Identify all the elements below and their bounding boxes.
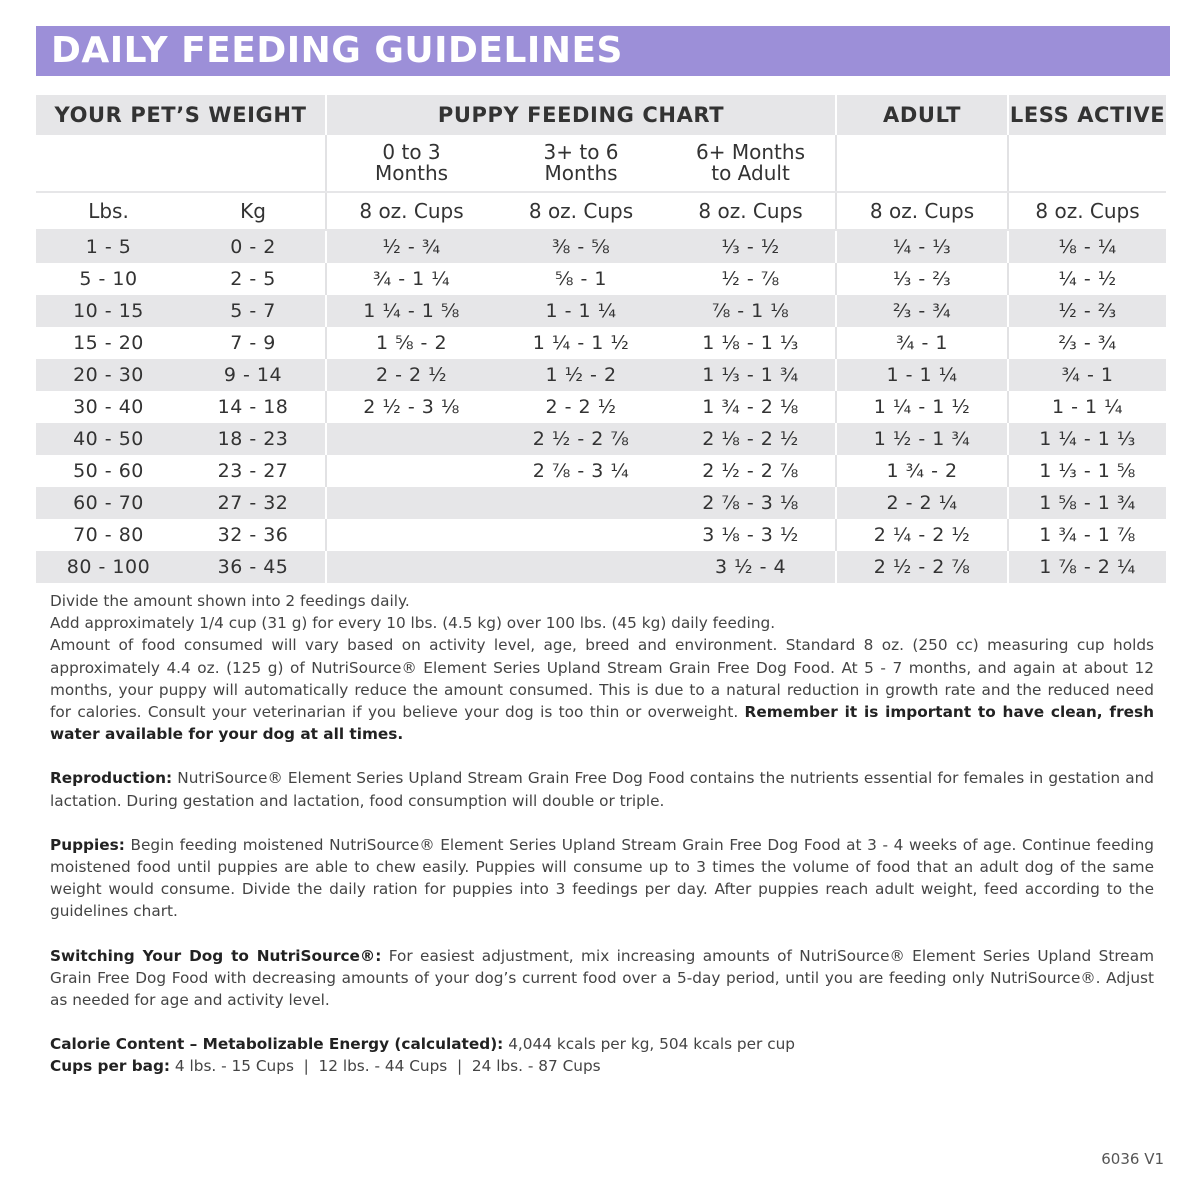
table-cell: 2 ½ - 2 ⅞ bbox=[702, 460, 799, 482]
age-group-row bbox=[36, 135, 1166, 192]
table-cell: 23 - 27 bbox=[217, 460, 289, 482]
table-row bbox=[36, 455, 1166, 487]
cups-label: 8 oz. Cups bbox=[836, 192, 1008, 230]
table-cell: 2 - 2 ½ bbox=[545, 396, 617, 418]
product-code: 6036 V1 bbox=[1101, 1150, 1164, 1168]
less-active-header: LESS ACTIVE bbox=[1008, 95, 1166, 135]
table-cell: 15 - 20 bbox=[73, 332, 144, 354]
table-cell: 36 - 45 bbox=[181, 551, 326, 583]
table-cell: 2 - 5 bbox=[230, 268, 276, 290]
table-cell: 1 ¼ - 1 ⅓ bbox=[1008, 423, 1166, 455]
table-cell: ¾ - 1 bbox=[836, 327, 1008, 359]
table-cell: 3 ½ - 4 bbox=[666, 551, 836, 583]
table-cell bbox=[326, 423, 496, 455]
age-group-6-adult: 6+ Months to Adult bbox=[666, 135, 836, 192]
table-row bbox=[36, 359, 1166, 391]
switching-text: For easiest adjustment, mix increasing amounts of NutriSource® Element Series Upland Stream Grain Free Dog Food with decreasing amounts of your dog’s current food over a 5-day period, until you are feeding only NutriSource®. Adjust as needed for age and activity level. bbox=[50, 946, 1154, 1010]
note-line: Divide the amount shown into 2 feedings daily. bbox=[50, 592, 410, 610]
table-cell: ½ - ⅞ bbox=[721, 268, 780, 290]
calorie-text: 4,044 kcals per kg, 504 kcals per cup bbox=[508, 1035, 796, 1054]
table-cell: 3 ⅛ - 3 ½ bbox=[702, 524, 799, 546]
table-cell: 0 - 2 bbox=[181, 230, 326, 263]
table-cell: 1 ¾ - 1 ⅞ bbox=[1008, 519, 1166, 551]
cups-per-bag-line bbox=[50, 1055, 1154, 1077]
table-cell: 2 - 2 ½ bbox=[326, 359, 496, 391]
table-cell: 5 - 10 bbox=[79, 268, 138, 290]
table-cell: ⅞ - 1 ⅛ bbox=[666, 295, 836, 327]
table-cell: ½ - ¾ bbox=[326, 230, 496, 263]
switching-paragraph bbox=[50, 945, 1154, 1012]
feeding-notes bbox=[50, 590, 1154, 1078]
table-cell: 40 - 50 bbox=[36, 423, 181, 455]
table-cell: 2 ⅞ - 3 ⅛ bbox=[666, 487, 836, 519]
weight-header: YOUR PET’S WEIGHT bbox=[36, 95, 326, 135]
table-row bbox=[36, 327, 1166, 359]
feeding-table bbox=[36, 95, 1166, 583]
table-cell: 1 ⅝ - 2 bbox=[326, 327, 496, 359]
table-cell: 1 ¾ - 2 bbox=[836, 455, 1008, 487]
reproduction-text: NutriSource® Element Series Upland Stream Grain Free Dog Food contains the nutrients essential for females in gestation and lactation. During gestation and lactation, food consumption will double or triple. bbox=[50, 769, 1154, 810]
table-cell: 1 ¾ - 2 ⅛ bbox=[702, 396, 799, 418]
table-cell: 2 ½ - 2 ⅞ bbox=[836, 551, 1008, 583]
table-cell: 7 - 9 bbox=[230, 332, 276, 354]
kg-label: Kg bbox=[181, 192, 326, 230]
cups-label: 8 oz. Cups bbox=[1008, 192, 1166, 230]
table-row bbox=[36, 551, 1166, 583]
table-cell: 50 - 60 bbox=[73, 460, 144, 482]
table-cell: ⅔ - ¾ bbox=[1008, 327, 1166, 359]
table-cell: 1 - 1 ¼ bbox=[1008, 391, 1166, 423]
table-cell: 2 ⅞ - 3 ¼ bbox=[532, 460, 630, 482]
table-cell: 80 - 100 bbox=[36, 551, 181, 583]
table-cell: 1 ⅓ - 1 ⅝ bbox=[1008, 455, 1166, 487]
table-cell: 2 ⅛ - 2 ½ bbox=[666, 423, 836, 455]
puppies-label: Puppies: bbox=[50, 835, 125, 854]
water-reminder: Remember it is important to have clean, fresh water available for your dog at all times. bbox=[50, 703, 1154, 744]
table-cell: ⅝ - 1 bbox=[555, 268, 607, 290]
table-row bbox=[36, 295, 1166, 327]
adult-header: ADULT bbox=[836, 95, 1008, 135]
cups-label: 8 oz. Cups bbox=[666, 192, 836, 230]
table-cell: 1 ½ - 1 ¾ bbox=[836, 423, 1008, 455]
reproduction-paragraph bbox=[50, 767, 1154, 811]
table-row bbox=[36, 487, 1166, 519]
table-cell: 32 - 36 bbox=[217, 524, 289, 546]
table-cell: 1 ⅓ - 1 ¾ bbox=[666, 359, 836, 391]
reproduction-label: Reproduction: bbox=[50, 769, 173, 788]
table-cell: 70 - 80 bbox=[73, 524, 144, 546]
table-cell: 1 ⅛ - 1 ⅓ bbox=[702, 332, 799, 354]
table-header-row bbox=[36, 95, 1166, 135]
cups-per-bag-label: Cups per bag: bbox=[50, 1057, 171, 1076]
lbs-label: Lbs. bbox=[36, 192, 181, 230]
table-cell bbox=[326, 487, 496, 519]
cups-label: 8 oz. Cups bbox=[326, 192, 496, 230]
table-cell: ⅓ - ⅔ bbox=[836, 263, 1008, 295]
table-cell: 1 ⅝ - 1 ¾ bbox=[1008, 487, 1166, 519]
switching-label: Switching Your Dog to NutriSource®: bbox=[50, 946, 382, 965]
table-cell: 18 - 23 bbox=[181, 423, 326, 455]
table-cell: ⅛ - ¼ bbox=[1008, 230, 1166, 263]
table-cell bbox=[326, 455, 496, 487]
table-cell: 20 - 30 bbox=[36, 359, 181, 391]
calorie-label: Calorie Content – Metabolizable Energy (calculated): bbox=[50, 1035, 504, 1054]
table-cell bbox=[326, 519, 496, 551]
age-group-0-3: 0 to 3 Months bbox=[326, 135, 496, 192]
table-cell: 2 - 2 ¼ bbox=[836, 487, 1008, 519]
table-cell bbox=[496, 519, 666, 551]
table-cell: ¼ - ½ bbox=[1008, 263, 1166, 295]
table-cell: 27 - 32 bbox=[181, 487, 326, 519]
table-cell bbox=[326, 551, 496, 583]
table-cell: 30 - 40 bbox=[73, 396, 144, 418]
cups-label: 8 oz. Cups bbox=[496, 192, 666, 230]
calorie-line bbox=[50, 1033, 1154, 1055]
note-paragraph bbox=[50, 634, 1154, 745]
table-cell: 1 ¼ - 1 ½ bbox=[532, 332, 630, 354]
table-cell: 5 - 7 bbox=[181, 295, 326, 327]
table-cell: 9 - 14 bbox=[181, 359, 326, 391]
table-cell: 1 - 5 bbox=[36, 230, 181, 263]
table-cell: ¾ - 1 bbox=[1008, 359, 1166, 391]
table-cell bbox=[496, 487, 666, 519]
table-cell: 1 - 1 ¼ bbox=[836, 359, 1008, 391]
table-cell: 1 - 1 ¼ bbox=[496, 295, 666, 327]
note-text: Amount of food consumed will vary based on activity level, age, breed and environment. Standard 8 oz. (250 cc) measuring cup holds approximately 4.4 oz. (125 g) of NutriSource® Element Series Upland Stream Grain Free Dog Food. At 5 - 7 months, and again at about 12 months, your puppy will automatically reduce the amount consumed. This is due to a natural reduction in growth rate and the reduced need for calories. Consult your veterinarian if you believe your dog is too thin or overweight. bbox=[50, 636, 1154, 722]
puppies-paragraph bbox=[50, 834, 1154, 923]
table-cell: ⅔ - ¾ bbox=[836, 295, 1008, 327]
table-cell: 10 - 15 bbox=[36, 295, 181, 327]
table-cell: 1 ⅞ - 2 ¼ bbox=[1008, 551, 1166, 583]
table-row bbox=[36, 519, 1166, 551]
page-title: DAILY FEEDING GUIDELINES bbox=[36, 26, 1170, 76]
table-row bbox=[36, 423, 1166, 455]
age-group-3-6: 3+ to 6 Months bbox=[496, 135, 666, 192]
table-cell: 14 - 18 bbox=[217, 396, 289, 418]
table-cell: ½ - ⅔ bbox=[1008, 295, 1166, 327]
table-cell: 1 ¼ - 1 ½ bbox=[836, 391, 1008, 423]
table-row bbox=[36, 391, 1166, 423]
table-cell: 2 ½ - 3 ⅛ bbox=[326, 391, 496, 423]
cups-per-bag-text: 4 lbs. - 15 Cups | 12 lbs. - 44 Cups | 24 lbs. - 87 Cups bbox=[174, 1057, 601, 1076]
table-cell: 60 - 70 bbox=[36, 487, 181, 519]
table-cell: ⅜ - ⅝ bbox=[496, 230, 666, 263]
table-cell: ⅓ - ½ bbox=[666, 230, 836, 263]
puppies-text: Begin feeding moistened NutriSource® Element Series Upland Stream Grain Free Dog Food at 3 - 4 weeks of age. Continue feeding moistened food until puppies are able to chew easily. Puppies will consume up to 3 times the volume of food that an adult dog of the same weight would consume. Divide the daily ration for puppies into 3 feedings per day. After puppies reach adult weight, feed according to the guidelines chart. bbox=[50, 835, 1154, 921]
table-cell: 2 ¼ - 2 ½ bbox=[836, 519, 1008, 551]
table-cell: 2 ½ - 2 ⅞ bbox=[496, 423, 666, 455]
note-line: Add approximately 1/4 cup (31 g) for every 10 lbs. (4.5 kg) over 100 lbs. (45 kg) daily feeding. bbox=[50, 614, 776, 633]
table-cell: ¼ - ⅓ bbox=[836, 230, 1008, 263]
table-cell: 1 ½ - 2 bbox=[496, 359, 666, 391]
units-row bbox=[36, 192, 1166, 230]
table-row bbox=[36, 230, 1166, 263]
puppy-chart-header: PUPPY FEEDING CHART bbox=[326, 95, 836, 135]
table-cell: ¾ - 1 ¼ bbox=[326, 263, 496, 295]
table-cell bbox=[496, 551, 666, 583]
table-cell: 1 ¼ - 1 ⅝ bbox=[326, 295, 496, 327]
table-row bbox=[36, 263, 1166, 295]
